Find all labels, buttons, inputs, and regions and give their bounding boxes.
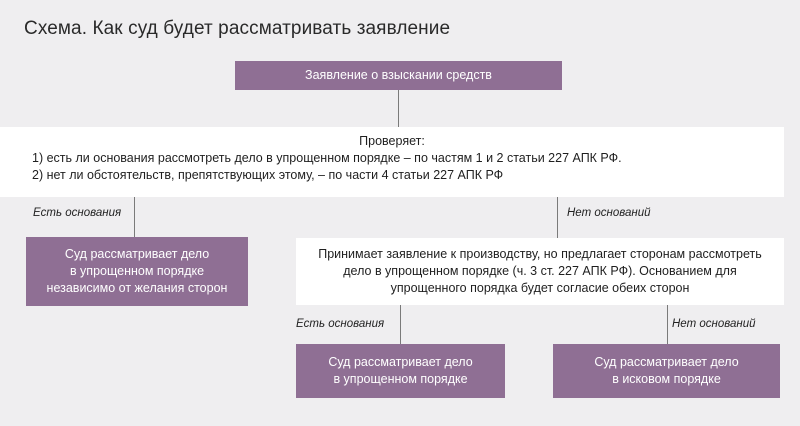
proposal-box <box>296 238 784 305</box>
proposal-line-1: Принимает заявление к производству, но предлагает сторонам рассмотреть <box>318 247 762 261</box>
left-branch-label: Есть основания <box>33 207 122 219</box>
connector-sub-left <box>400 305 401 344</box>
connector-sub-right <box>667 305 668 344</box>
connector-right <box>557 197 558 239</box>
lawsuit-result-box <box>553 344 780 398</box>
left-result-line-1: Суд рассматривает дело <box>64 247 210 261</box>
check-line-1: 1) есть ли основания рассмотреть дело в упрощенном порядке – по частям 1 и 2 статьи 227 АПК РФ. <box>32 151 622 165</box>
check-line-2: 2) нет ли обстоятельств, препятствующих этому, – по части 4 статьи 227 АПК РФ <box>32 168 504 182</box>
simplified-result-line-1: Суд рассматривает дело <box>328 355 473 369</box>
left-result-box <box>26 237 248 306</box>
right-branch-label: Нет оснований <box>567 207 651 219</box>
connector-top <box>398 89 399 127</box>
sub-left-branch-label: Есть основания <box>296 318 385 330</box>
check-box <box>0 127 784 197</box>
left-result-line-2: в упрощенном порядке <box>69 264 205 278</box>
lawsuit-result-line-2: в исковом порядке <box>612 372 721 386</box>
sub-right-branch-label: Нет оснований <box>672 318 756 330</box>
application-box-text: Заявление о взыскании средств <box>305 68 492 82</box>
left-result-line-3: независимо от желания сторон <box>46 281 228 295</box>
connector-left <box>134 197 135 238</box>
lawsuit-result-line-1: Суд рассматривает дело <box>594 355 739 369</box>
application-box <box>235 61 562 90</box>
diagram-title: Схема. Как суд будет рассматривать заявление <box>24 18 451 39</box>
simplified-result-box <box>296 344 505 398</box>
simplified-result-line-2: в упрощенном порядке <box>333 372 468 386</box>
proposal-line-2: дело в упрощенном порядке (ч. 3 ст. 227 АПК РФ). Основанием для <box>343 264 737 278</box>
proposal-line-3: упрощенного порядка будет согласие обеих сторон <box>390 281 690 295</box>
check-heading: Проверяет: <box>359 134 425 148</box>
